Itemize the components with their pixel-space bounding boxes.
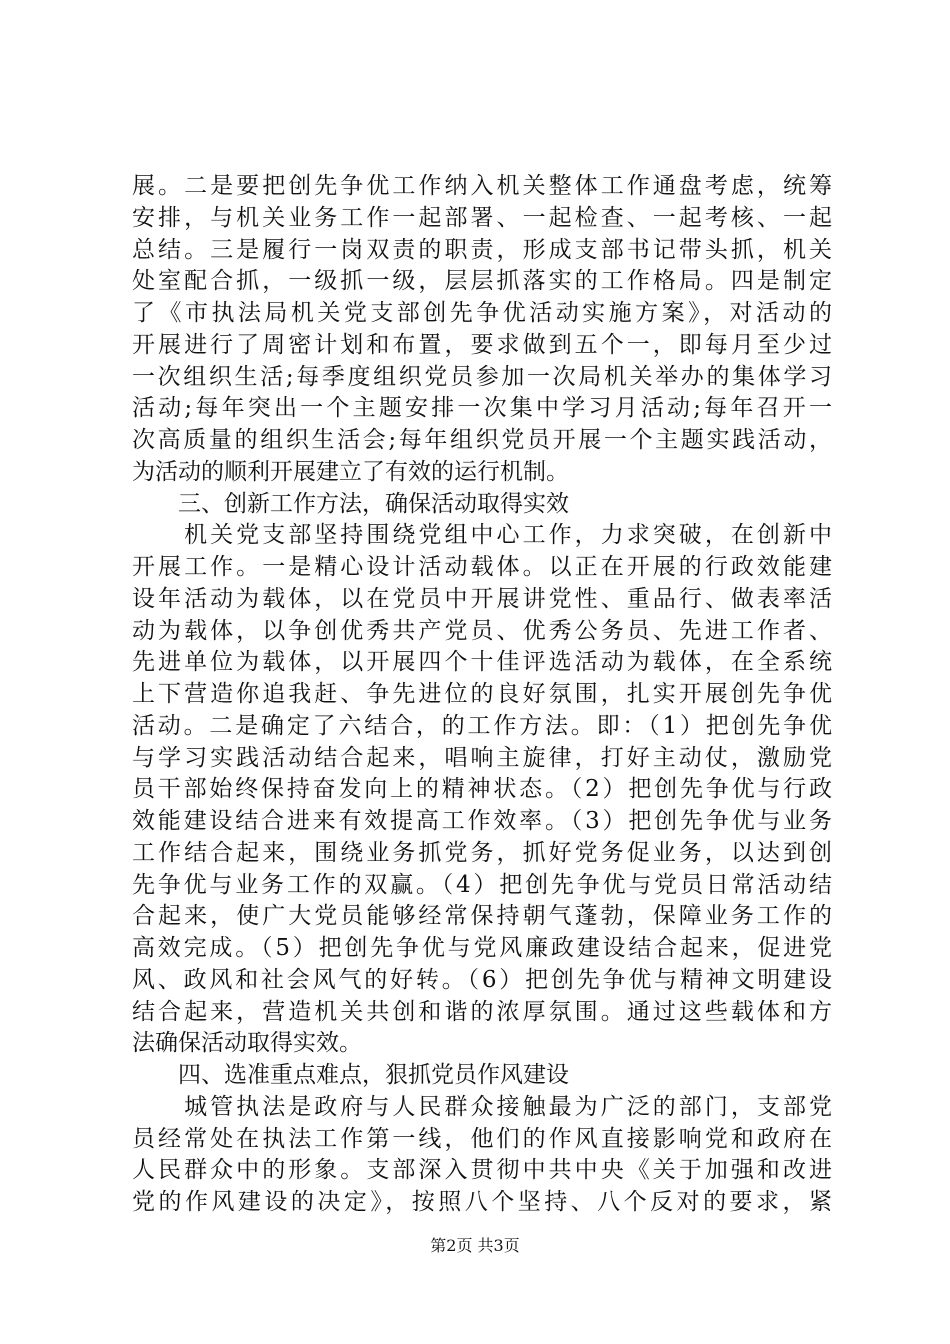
text-line: 合起来，使广大党员能够经常保持朝气蓬勃，保障业务工作的 <box>132 903 832 930</box>
text-line: 次高质量的组织生活会;每年组织党员开展一个主题实践活动， <box>132 427 832 453</box>
text-line: 员干部始终保持奋发向上的精神状态。（2）把创先争优与行政 <box>132 776 832 803</box>
text-line: 开展工作。一是精心设计活动载体。以正在开展的行政效能建 <box>132 554 832 580</box>
text-line: 与学习实践活动结合起来，唱响主旋律，打好主动仗，激励党 <box>132 744 832 771</box>
text-line: 风、政风和社会风气的好转。（6）把创先争优与精神文明建设 <box>132 966 832 993</box>
text-line: 一次组织生活;每季度组织党员参加一次局机关举办的集体学习 <box>132 363 832 390</box>
text-line: 先争优与业务工作的双赢。（4）把创先争优与党员日常活动结 <box>132 871 832 898</box>
text-line: 设年活动为载体，以在党员中开展讲党性、重品行、做表率活 <box>132 585 832 612</box>
text-line: 四、选准重点难点，狠抓党员作风建设 <box>132 1062 569 1088</box>
text-line: 总结。三是履行一岗双责的职责，形成支部书记带头抓，机关 <box>132 236 832 263</box>
text-line: 机关党支部坚持围绕党组中心工作，力求突破，在创新中 <box>132 522 832 549</box>
text-line: 开展进行了周密计划和布置，要求做到五个一，即每月至少过 <box>132 331 832 358</box>
text-line: 高效完成。（5）把创先争优与党风廉政建设结合起来，促进党 <box>132 935 832 961</box>
text-line: 安排，与机关业务工作一起部署、一起检查、一起考核、一起 <box>132 204 832 231</box>
text-line: 城管执法是政府与人民群众接触最为广泛的部门，支部党 <box>132 1093 832 1120</box>
text-line: 效能建设结合进来有效提高工作效率。（3）把创先争优与业务 <box>132 808 832 834</box>
document-body <box>132 171 832 1219</box>
text-line: 三、创新工作方法，确保活动取得实效 <box>132 490 569 517</box>
text-line: 活动;每年突出一个主题安排一次集中学习月活动;每年召开一 <box>132 395 832 422</box>
text-line: 工作结合起来，围绕业务抓党务，抓好党务促业务，以达到创 <box>132 839 832 866</box>
text-line: 员经常处在执法工作第一线，他们的作风直接影响党和政府在 <box>132 1125 832 1152</box>
text-line: 法确保活动取得实效。 <box>132 1030 362 1057</box>
text-line: 处室配合抓，一级抓一级，层层抓落实的工作格局。四是制定 <box>132 268 832 295</box>
text-line: 动为载体，以争创优秀共产党员、优秀公务员、先进工作者、 <box>132 617 832 644</box>
text-line: 展。二是要把创先争优工作纳入机关整体工作通盘考虑，统筹 <box>132 173 832 199</box>
text-line: 人民群众中的形象。支部深入贯彻中共中央《关于加强和改进 <box>132 1157 832 1184</box>
text-line: 结合起来，营造机关共创和谐的浓厚氛围。通过这些载体和方 <box>132 998 832 1025</box>
text-line: 活动。二是确定了六结合，的工作方法。即：（1）把创先争优 <box>132 712 832 739</box>
page-number-footer: 第2页 共3页 <box>430 1236 520 1255</box>
text-line: 先进单位为载体，以开展四个十佳评选活动为载体，在全系统 <box>132 649 832 676</box>
text-line: 党的作风建设的决定》，按照八个坚持、八个反对的要求，紧 <box>132 1189 832 1215</box>
text-line: 上下营造你追我赶、争先进位的良好氛围，扎实开展创先争优 <box>132 681 832 707</box>
text-line: 了《市执法局机关党支部创先争优活动实施方案》，对活动的 <box>132 300 832 326</box>
text-line: 为活动的顺利开展建立了有效的运行机制。 <box>132 458 569 485</box>
